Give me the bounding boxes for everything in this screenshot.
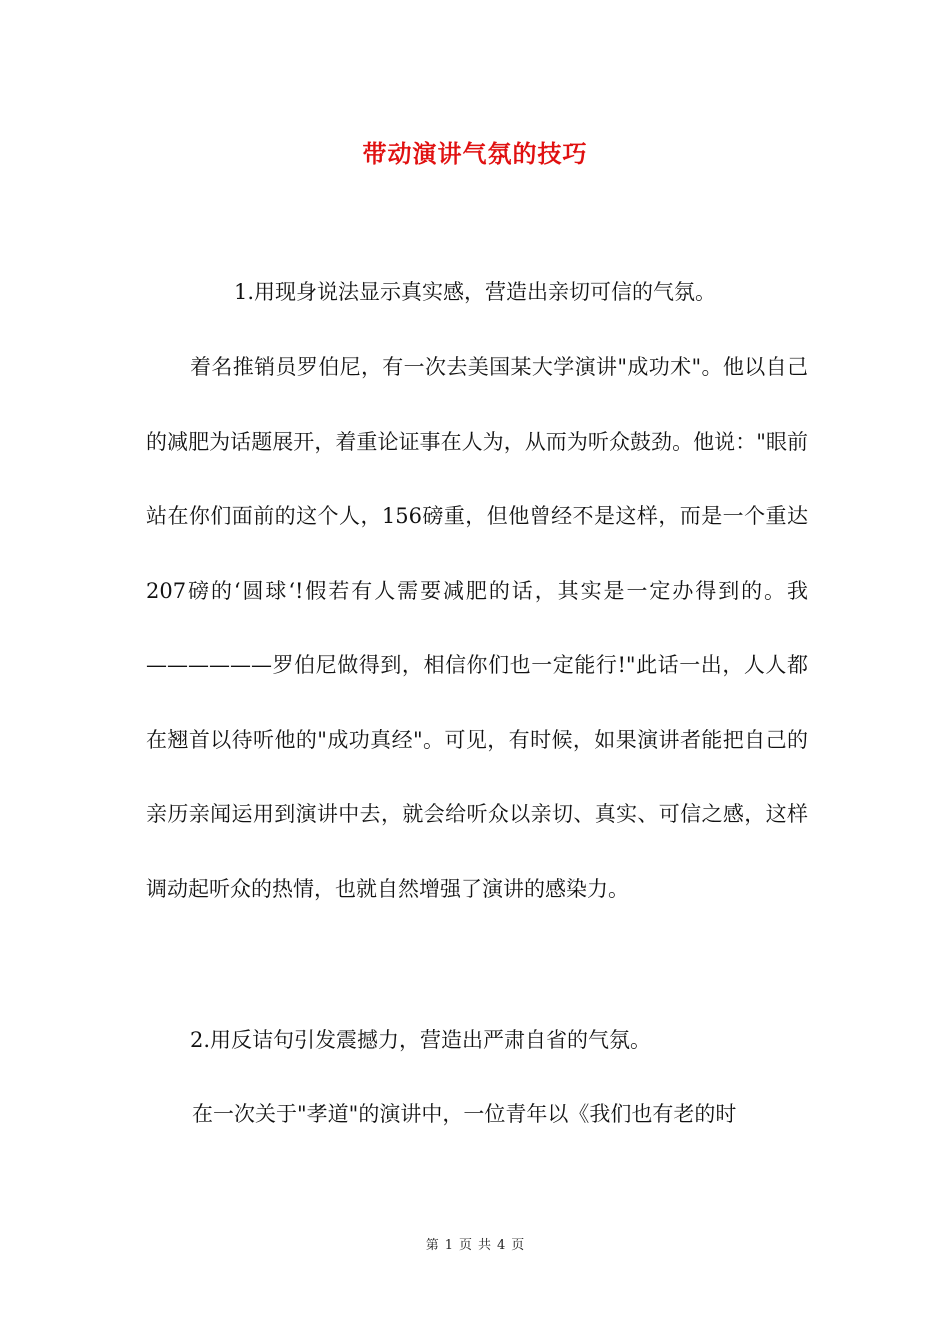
footer-total-pages: 4 [497, 1238, 506, 1253]
paragraph-1: 着名推销员罗伯尼，有一次去美国某大学演讲"成功术"。他以自己的减肥为话题展开，着重论证事在人为，从而为听众鼓劲。他说："眼前站在你们面前的这个人，156磅重，但他曾经不是这样，而是一个重达207磅的‘圆球‘!假若有人需要减肥的话，其实是一定办得到的。我——————罗伯尼做得到，相信你们也一定能行!"此话一出，人人都在翘首以待听他的"成功真经"。可见，有时候，如果演讲者能把自己的亲历亲闻运用到演讲中去，就会给听众以亲切、真实、可信之感，这样调动起听众的热情，也就自然增强了演讲的感染力。 [146, 355, 808, 901]
footer-label-page: 第 [425, 1238, 439, 1253]
footer-current-page: 1 [444, 1238, 453, 1253]
section-heading-2-block [146, 1003, 808, 1078]
section-heading-1-block [146, 255, 808, 330]
footer-label-total: 共 [478, 1238, 492, 1253]
section-heading-1: 1.用现身说法显示真实感，营造出亲切可信的气氛。 [234, 280, 717, 304]
footer-label-total-unit: 页 [511, 1238, 525, 1253]
paragraph-2: 在一次关于"孝道"的演讲中，一位青年以《我们也有老的时 [192, 1102, 737, 1126]
paragraph-2-block [146, 1077, 808, 1152]
page-footer [0, 1236, 950, 1256]
section-heading-2: 2.用反诘句引发震撼力，营造出严肃自省的气氛。 [190, 1028, 652, 1052]
paragraph-1-block [146, 330, 808, 926]
footer-label-page-unit: 页 [458, 1238, 472, 1253]
document-title: 带动演讲气氛的技巧 [362, 139, 588, 168]
